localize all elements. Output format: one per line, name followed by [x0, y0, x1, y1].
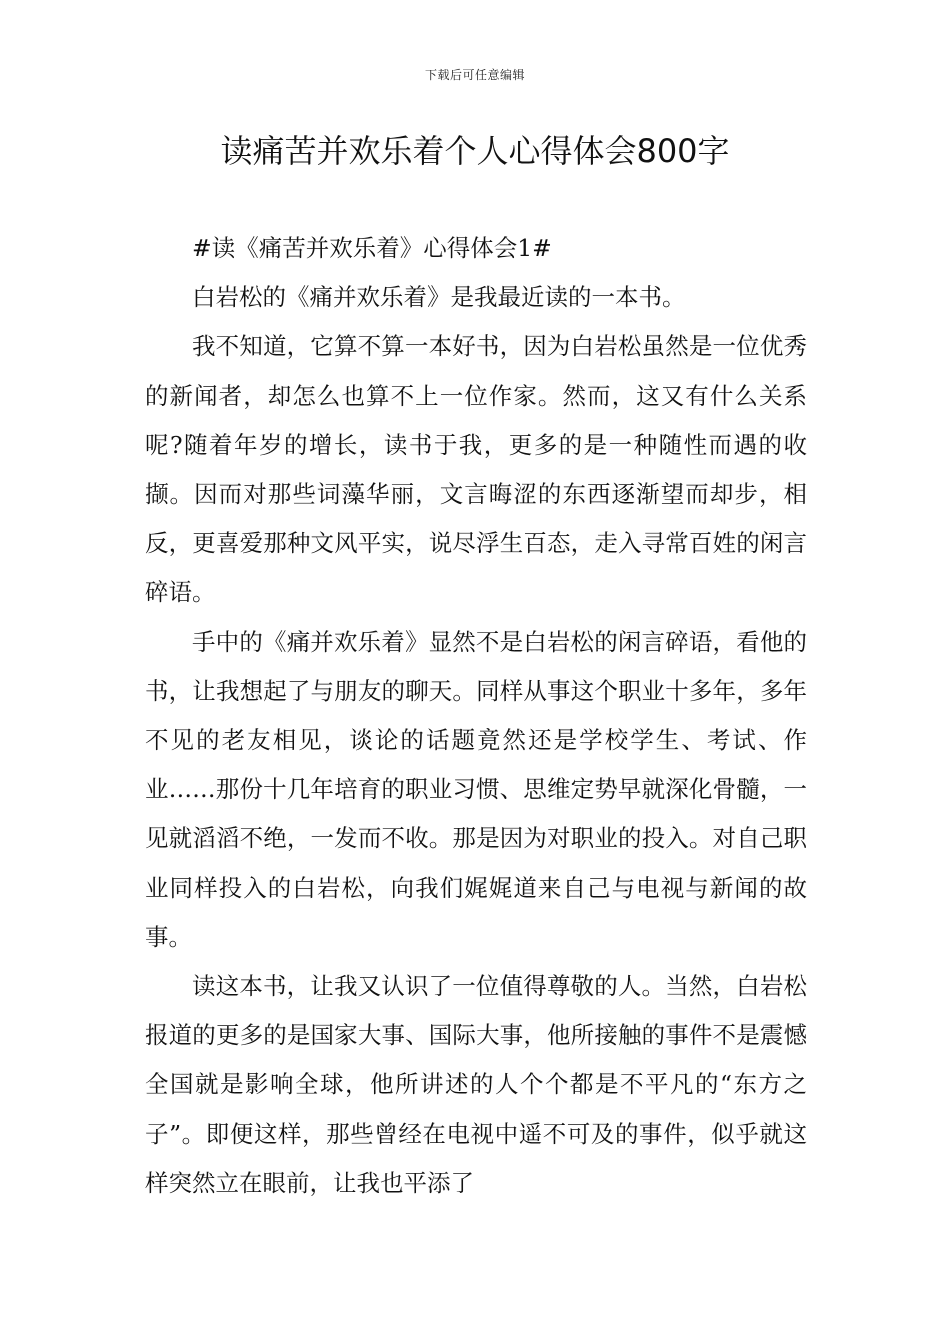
paragraph: 读这本书，让我又认识了一位值得尊敬的人。当然，白岩松报道的更多的是国家大事、国际大事，他所接触的事件不是震憾全国就是影响全球，他所讲述的人个个都是不平凡的“东方之子”。即便这样，那些曾经在电视中遥不可及的事件，似乎就这样突然立在眼前，让我也平添了: [145, 972, 807, 1197]
section-heading: #读《痛苦并欢乐着》心得体会1#: [192, 234, 552, 262]
paragraph: 我不知道，它算不算一本好书，因为白岩松虽然是一位优秀的新闻者，却怎么也算不上一位作家。然而，这又有什么关系呢?随着年岁的增长，读书于我，更多的是一种随性而遇的收撷。因而对那些词藻华丽，文言晦涩的东西逐渐望而却步，相反，更喜爱那种文风平实，说尽浮生百态，走入寻常百姓的闲言碎语。: [145, 332, 807, 607]
paragraph: 手中的《痛并欢乐着》显然不是白岩松的闲言碎语，看他的书，让我想起了与朋友的聊天。同样从事这个职业十多年，多年不见的老友相见，谈论的话题竟然还是学校学生、考试、作业……那份十几年培育的职业习惯、思维定势早就深化骨髓，一见就滔滔不绝，一发而不收。那是因为对职业的投入。对自己职业同样投入的白岩松，向我们娓娓道来自己与电视与新闻的故事。: [145, 627, 807, 951]
document-body: [145, 224, 807, 1208]
paragraph: 白岩松的《痛并欢乐着》是我最近读的一本书。: [192, 283, 686, 312]
header-note: 下载后可任意编辑: [424, 68, 525, 82]
page-title: 读痛苦并欢乐着个人心得体会800字: [220, 132, 730, 170]
